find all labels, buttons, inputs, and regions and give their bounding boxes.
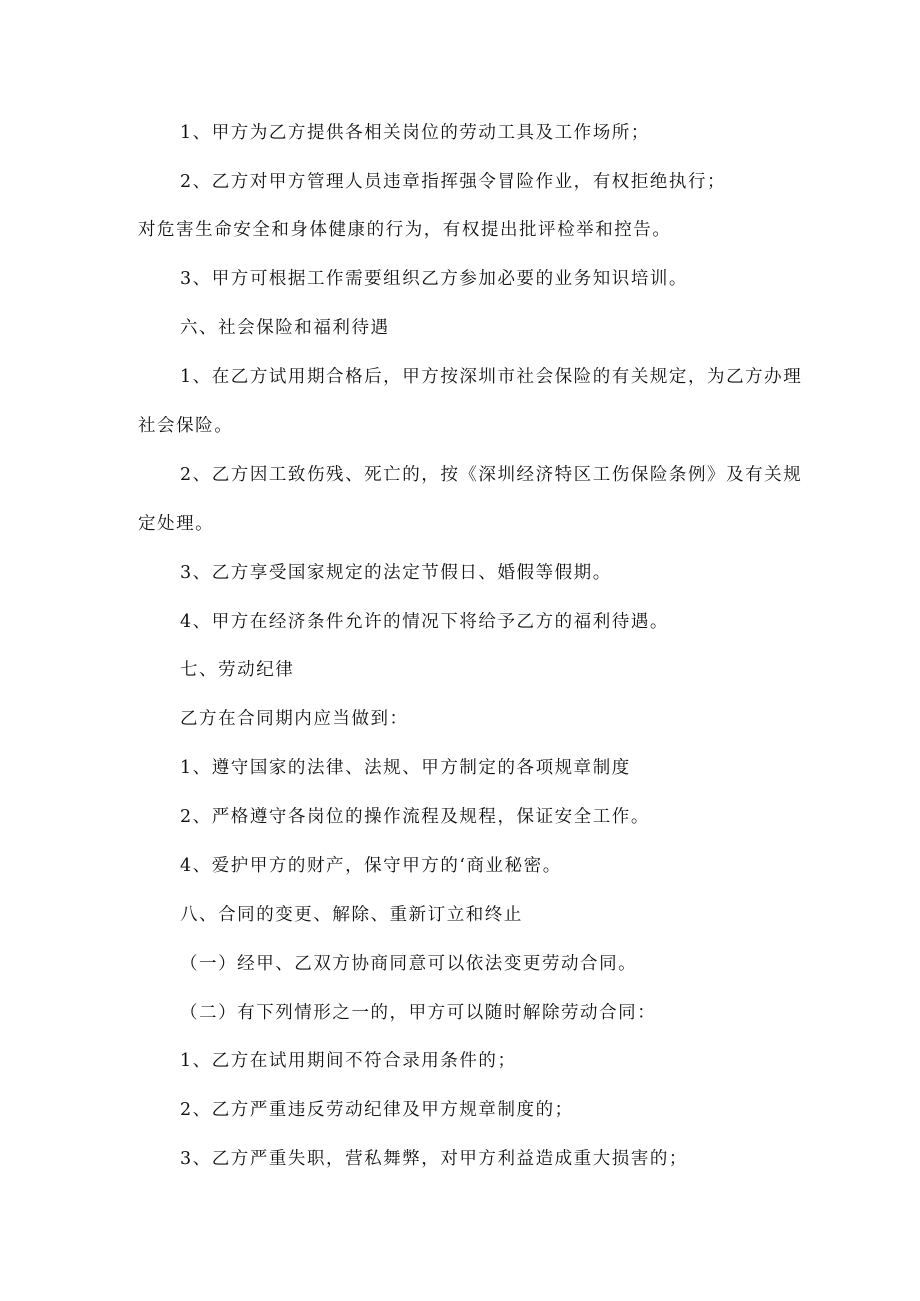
paragraph-line: 社会保险。	[138, 416, 234, 436]
paragraph-line: 2、乙方因工致伤残、死亡的，按《深圳经济特区工伤保险条例》及有关规	[180, 465, 803, 485]
paragraph-line: 1、在乙方试用期合格后，甲方按深圳市社会保险的有关规定，为乙方办理	[180, 367, 803, 387]
paragraph-line: 2、乙方对甲方管理人员违章指挥强令冒险作业，有权拒绝执行；	[180, 172, 727, 192]
paragraph-line: （二）有下列情形之一的，甲方可以随时解除劳动合同：	[180, 1003, 657, 1023]
paragraph-line: 乙方在合同期内应当做到：	[180, 709, 409, 729]
paragraph-line: 2、严格遵守各岗位的操作流程及规程，保证安全工作。	[180, 807, 650, 827]
paragraph-line: 1、乙方在试用期间不符合录用条件的；	[180, 1051, 517, 1071]
paragraph-line: 1、甲方为乙方提供各相关岗位的劳动工具及工作场所；	[180, 123, 650, 143]
paragraph-line: 定处理。	[138, 514, 215, 534]
paragraph-line: 4、甲方在经济条件允许的情况下将给予乙方的福利待遇。	[180, 612, 669, 632]
section-heading: 七、劳动纪律	[180, 660, 295, 680]
paragraph-line: 3、乙方严重失职，营私舞弊，对甲方利益造成重大损害的；	[180, 1149, 688, 1169]
paragraph-line: 3、乙方享受国家规定的法定节假日、婚假等假期。	[180, 563, 612, 583]
paragraph-line: 3、甲方可根据工作需要组织乙方参加必要的业务知识培训。	[180, 269, 688, 289]
paragraph-line: （一）经甲、乙双方协商同意可以依法变更劳动合同。	[180, 954, 638, 974]
section-heading: 八、合同的变更、解除、重新订立和终止	[180, 905, 523, 925]
paragraph-line: 1、遵守国家的法律、法规、甲方制定的各项规章制度	[180, 758, 631, 778]
section-heading: 六、社会保险和福利待遇	[180, 318, 390, 338]
paragraph-line: 2、乙方严重违反劳动纪律及甲方规章制度的；	[180, 1100, 574, 1120]
paragraph-line: 对危害生命安全和身体健康的行为，有权提出批评检举和控告。	[138, 220, 672, 240]
paragraph-line: 4、爱护甲方的财产，保守甲方的‘商业秘密。	[180, 856, 562, 876]
